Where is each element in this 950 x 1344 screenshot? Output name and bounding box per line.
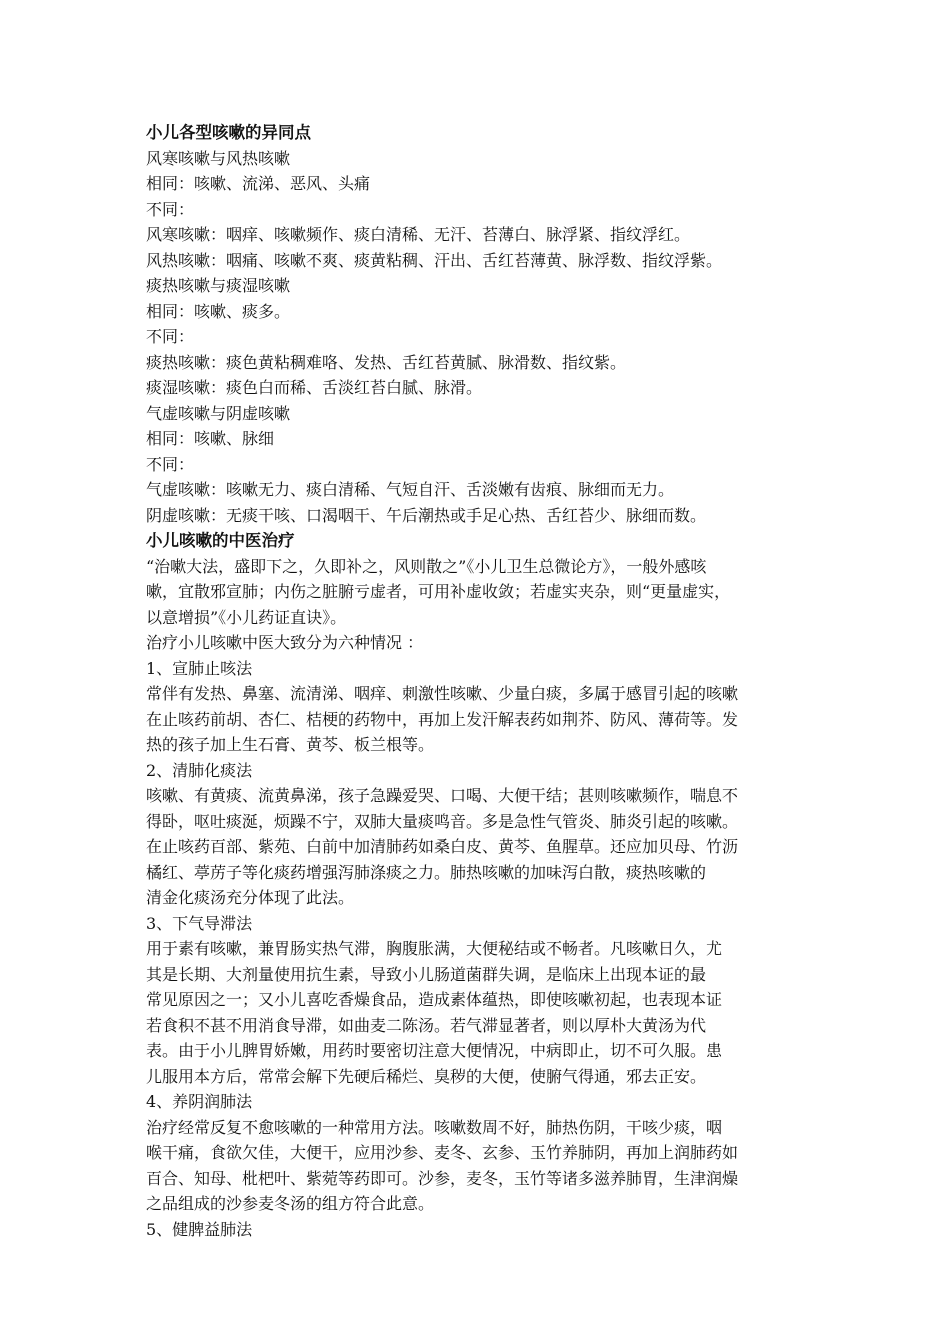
method-line: 热的孩子加上生石膏、黄芩、板兰根等。 xyxy=(146,735,435,754)
intro-line: 嗽，宜散邪宣肺；内伤之脏腑亏虚者，可用补虚收敛；若虚实夹杂，则“更量虚实， xyxy=(146,582,731,601)
method-line: 得卧，呕吐痰涎，烦躁不宁，双肺大量痰鸣音。多是急性气管炎、肺炎引起的咳嗽。 xyxy=(146,811,739,831)
method-title: 2、清肺化痰法 xyxy=(146,760,253,780)
difference-label: 不同： xyxy=(146,199,195,219)
method-line: 常伴有发热、鼻塞、流清涕、咽痒、刺激性咳嗽、少量白痰，多属于感冒引起的咳嗽 xyxy=(146,684,739,703)
intro-line: 以意增损”《小儿药证直诀》。 xyxy=(146,607,347,627)
same-symptoms: 相同：咳嗽、痰多。 xyxy=(146,301,291,321)
difference-label: 不同： xyxy=(146,454,195,474)
symptom-item: 风寒咳嗽：咽痒、咳嗽频作、痰白清稀、无汗、苔薄白、脉浮紧、指纹浮红。 xyxy=(146,225,691,244)
same-symptoms: 相同：咳嗽、脉细 xyxy=(146,429,275,448)
symptom-item: 气虚咳嗽：咳嗽无力、痰白清稀、气短自汗、舌淡嫩有齿痕、脉细而无力。 xyxy=(146,480,675,499)
method-line: 其是长期、大剂量使用抗生素，导致小儿肠道菌群失调，是临床上出现本证的最 xyxy=(146,964,707,984)
symptom-item: 风热咳嗽：咽痛、咳嗽不爽、痰黄粘稠、汗出、舌红苔薄黄、脉浮数、指纹浮紫。 xyxy=(146,250,723,270)
method-line: 治疗经常反复不愈咳嗽的一种常用方法。咳嗽数周不好，肺热伤阴，干咳少痰，咽 xyxy=(146,1117,723,1137)
symptom-item: 阴虚咳嗽：无痰干咳、口渴咽干、午后潮热或手足心热、舌红苔少、脉细而数。 xyxy=(146,505,707,525)
method-title: 5、健脾益肺法 xyxy=(146,1219,253,1239)
method-line: 橘红、葶苈子等化痰药增强泻肺涤痰之力。肺热咳嗽的加味泻白散，痰热咳嗽的 xyxy=(146,862,707,882)
method-line: 清金化痰汤充分体现了此法。 xyxy=(146,888,355,907)
method-line: 咳嗽、有黄痰、流黄鼻涕，孩子急躁爱哭、口喝、大便干结；甚则咳嗽频作，喘息不 xyxy=(146,786,739,805)
method-line: 喉干痛，食欲欠佳，大便干，应用沙参、麦冬、玄参、玉竹养肺阴，再加上润肺药如 xyxy=(146,1143,739,1162)
method-line: 在止咳药百部、紫苑、白前中加清肺药如桑白皮、黄芩、鱼腥草。还应加贝母、竹沥 xyxy=(146,837,739,856)
method-line: 百合、知母、枇杷叶、紫菀等药即可。沙参，麦冬，玉竹等诸多滋养肺胃，生津润燥 xyxy=(146,1168,739,1188)
difference-label: 不同： xyxy=(146,327,195,346)
method-line: 用于素有咳嗽，兼胃肠实热气滞，胸腹胀满，大便秘结或不畅者。凡咳嗽日久，尤 xyxy=(146,939,723,958)
method-line: 若食积不甚不用消食导滞，如曲麦二陈汤。若气滞显著者，则以厚朴大黄汤为代 xyxy=(146,1015,707,1035)
method-title: 4、养阴润肺法 xyxy=(146,1092,253,1111)
method-line: 表。由于小儿脾胃娇嫩，用药时要密切注意大便情况，中病即止，切不可久服。患 xyxy=(146,1041,723,1060)
group-heading: 风寒咳嗽与风热咳嗽 xyxy=(146,148,291,168)
symptom-item: 痰热咳嗽：痰色黄粘稠难咯、发热、舌红苔黄腻、脉滑数、指纹紫。 xyxy=(146,352,627,372)
group-heading: 气虚咳嗽与阴虚咳嗽 xyxy=(146,403,291,423)
same-symptoms: 相同：咳嗽、流涕、恶风、头痛 xyxy=(146,174,371,193)
section-title: 小儿各型咳嗽的异同点 xyxy=(146,123,311,142)
intro-line: “治嗽大法，盛即下之，久即补之，风则散之”《小儿卫生总微论方》，一般外感咳 xyxy=(146,556,707,576)
method-line: 在止咳药前胡、杏仁、桔梗的药物中，再加上发汗解表药如荆芥、防风、薄荷等。发 xyxy=(146,709,739,729)
symptom-item: 痰湿咳嗽：痰色白而稀、舌淡红苔白腻、脉滑。 xyxy=(146,378,483,397)
document-page xyxy=(146,120,812,1242)
method-title: 1、宣肺止咳法 xyxy=(146,658,253,678)
section-title: 小儿咳嗽的中医治疗 xyxy=(146,531,295,550)
group-heading: 痰热咳嗽与痰湿咳嗽 xyxy=(146,276,291,295)
method-line: 儿服用本方后，常常会解下先硬后稀烂、臭秽的大便，使腑气得通，邪去正安。 xyxy=(146,1066,707,1086)
summary-line: 治疗小儿咳嗽中医大致分为六种情况 ： xyxy=(146,633,424,652)
method-line: 之品组成的沙参麦冬汤的组方符合此意。 xyxy=(146,1194,435,1213)
method-line: 常见原因之一；又小儿喜吃香燥食品，造成素体蕴热，即使咳嗽初起，也表现本证 xyxy=(146,990,723,1009)
method-title: 3、下气导滞法 xyxy=(146,913,253,933)
